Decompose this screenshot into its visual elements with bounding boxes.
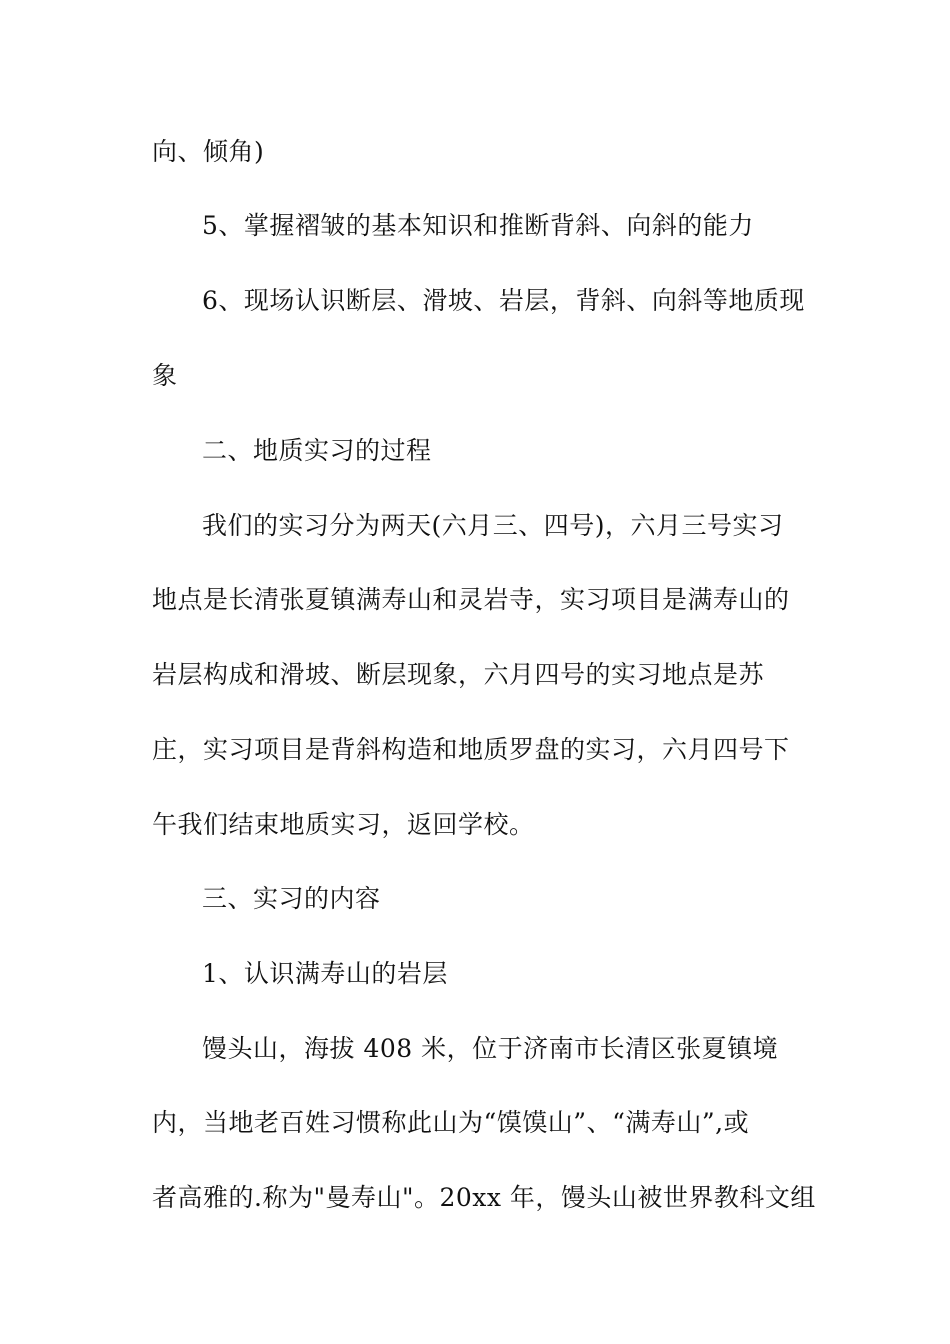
text-line: 向、倾角) <box>152 137 265 166</box>
paragraph-line: 内，当地老百姓习惯称此山为“馍馍山”、“满寿山”,或 <box>152 1108 750 1137</box>
paragraph-line: 我们的实习分为两天(六月三、四号)，六月三号实习 <box>202 511 784 540</box>
text-line: 象 <box>152 361 178 390</box>
subsection-heading: 1、认识满寿山的岩层 <box>202 959 448 988</box>
paragraph-line: 庄，实习项目是背斜构造和地质罗盘的实习，六月四号下 <box>152 735 790 764</box>
paragraph-line: 午我们结束地质实习，返回学校。 <box>152 810 535 839</box>
paragraph-line: 岩层构成和滑坡、断层现象，六月四号的实习地点是苏 <box>152 660 765 689</box>
list-item: 5、掌握褶皱的基本知识和推断背斜、向斜的能力 <box>202 211 754 240</box>
section-heading: 三、实习的内容 <box>202 884 381 913</box>
paragraph-line: 馒头山，海拔 408 米，位于济南市长清区张夏镇境 <box>202 1034 779 1063</box>
section-heading: 二、地质实习的过程 <box>202 436 432 465</box>
list-item: 6、现场认识断层、滑坡、岩层，背斜、向斜等地质现 <box>202 286 805 315</box>
paragraph-line: 者高雅的.称为"曼寿山"。20xx 年，馒头山被世界教科文组 <box>152 1183 816 1212</box>
paragraph-line: 地点是长清张夏镇满寿山和灵岩寺，实习项目是满寿山的 <box>152 585 790 614</box>
